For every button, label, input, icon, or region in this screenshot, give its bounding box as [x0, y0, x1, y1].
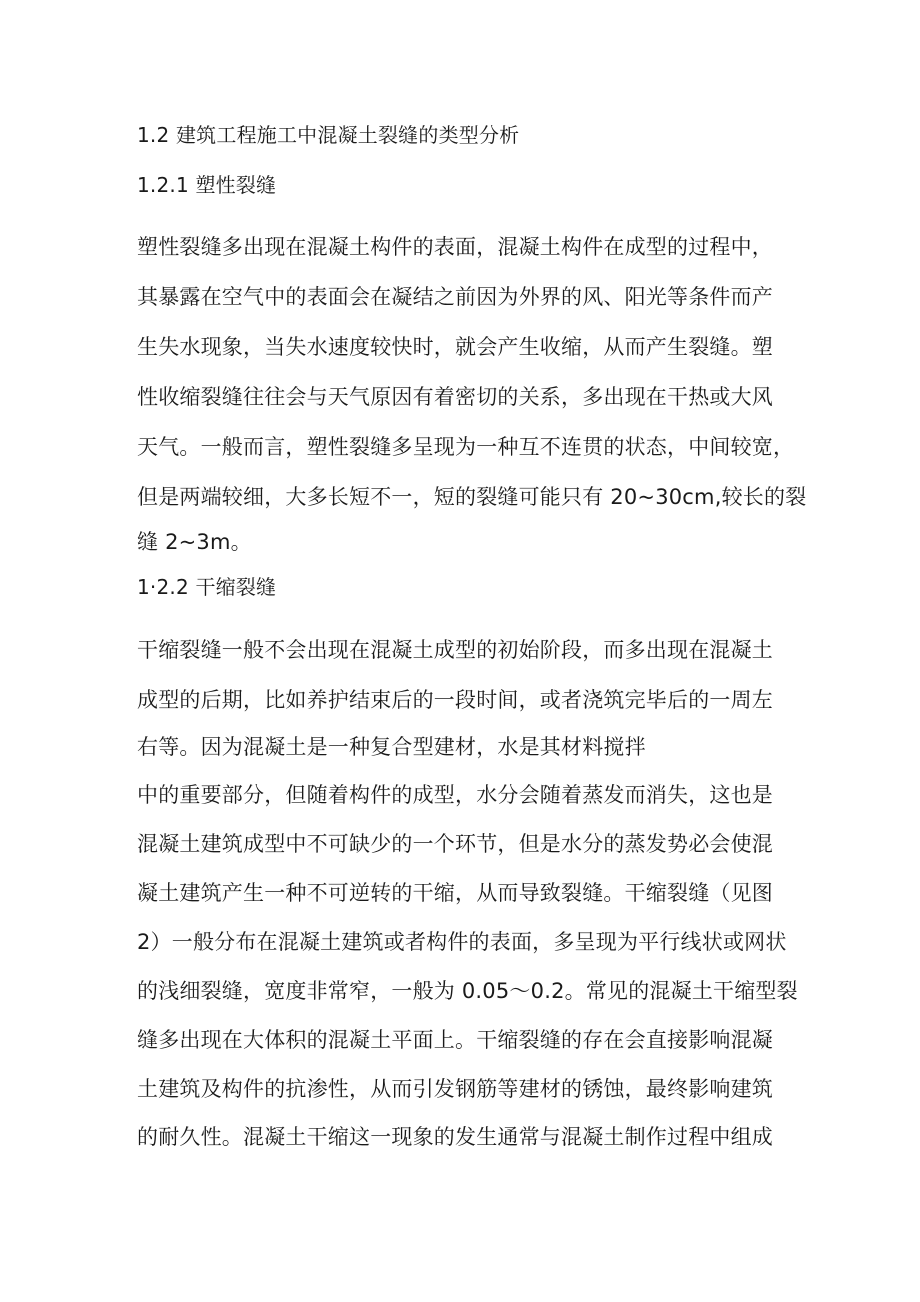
paragraph-line: 生失水现象，当失水速度较快时，就会产生收缩，从而产生裂缝。塑: [137, 335, 773, 359]
paragraph-line: 的浅细裂缝，宽度非常窄，一般为 0.05～0.2。常见的混凝土干缩型裂: [137, 979, 798, 1003]
paragraph-line: 凝土建筑产生一种不可逆转的干缩，从而导致裂缝。干缩裂缝（见图: [137, 881, 773, 905]
paragraph-line: 缝 2~3m。: [137, 530, 252, 554]
paragraph-line: 其暴露在空气中的表面会在凝结之前因为外界的风、阳光等条件而产: [137, 285, 773, 309]
paragraph-line: 但是两端较细，大多长短不一，短的裂缝可能只有 20~30cm,较长的裂: [137, 485, 807, 509]
section-heading-1-2: 1.2 建筑工程施工中混凝土裂缝的类型分析: [137, 123, 520, 147]
paragraph-line: 塑性裂缝多出现在混凝土构件的表面，混凝土构件在成型的过程中，: [137, 235, 773, 259]
paragraph-line: 天气。一般而言，塑性裂缝多呈现为一种互不连贯的状态，中间较宽，: [137, 435, 795, 459]
paragraph-line: 混凝土建筑成型中不可缺少的一个环节，但是水分的蒸发势必会使混: [137, 832, 773, 856]
paragraph-line: 中的重要部分，但随着构件的成型，水分会随着蒸发而消失，这也是: [137, 783, 773, 807]
paragraph-line: 土建筑及构件的抗渗性，从而引发钢筋等建材的锈蚀，最终影响建筑: [137, 1077, 773, 1101]
paragraph-line: 干缩裂缝一般不会出现在混凝土成型的初始阶段，而多出现在混凝土: [137, 638, 773, 662]
section-heading-1-2-2: 1·2.2 干缩裂缝: [137, 575, 277, 599]
paragraph-line: 右等。因为混凝土是一种复合型建材，水是其材料搅拌: [137, 735, 646, 759]
paragraph-line: 缝多出现在大体积的混凝土平面上。干缩裂缝的存在会直接影响混凝: [137, 1028, 773, 1052]
section-heading-1-2-1: 1.2.1 塑性裂缝: [137, 173, 277, 197]
paragraph-line: 2）一般分布在混凝土建筑或者构件的表面，多呈现为平行线状或网状: [137, 930, 787, 954]
paragraph-line: 成型的后期，比如养护结束后的一段时间，或者浇筑完毕后的一周左: [137, 688, 773, 712]
paragraph-line: 的耐久性。混凝土干缩这一现象的发生通常与混凝土制作过程中组成: [137, 1125, 773, 1149]
paragraph-line: 性收缩裂缝往往会与天气原因有着密切的关系，多出现在干热或大风: [137, 385, 773, 409]
